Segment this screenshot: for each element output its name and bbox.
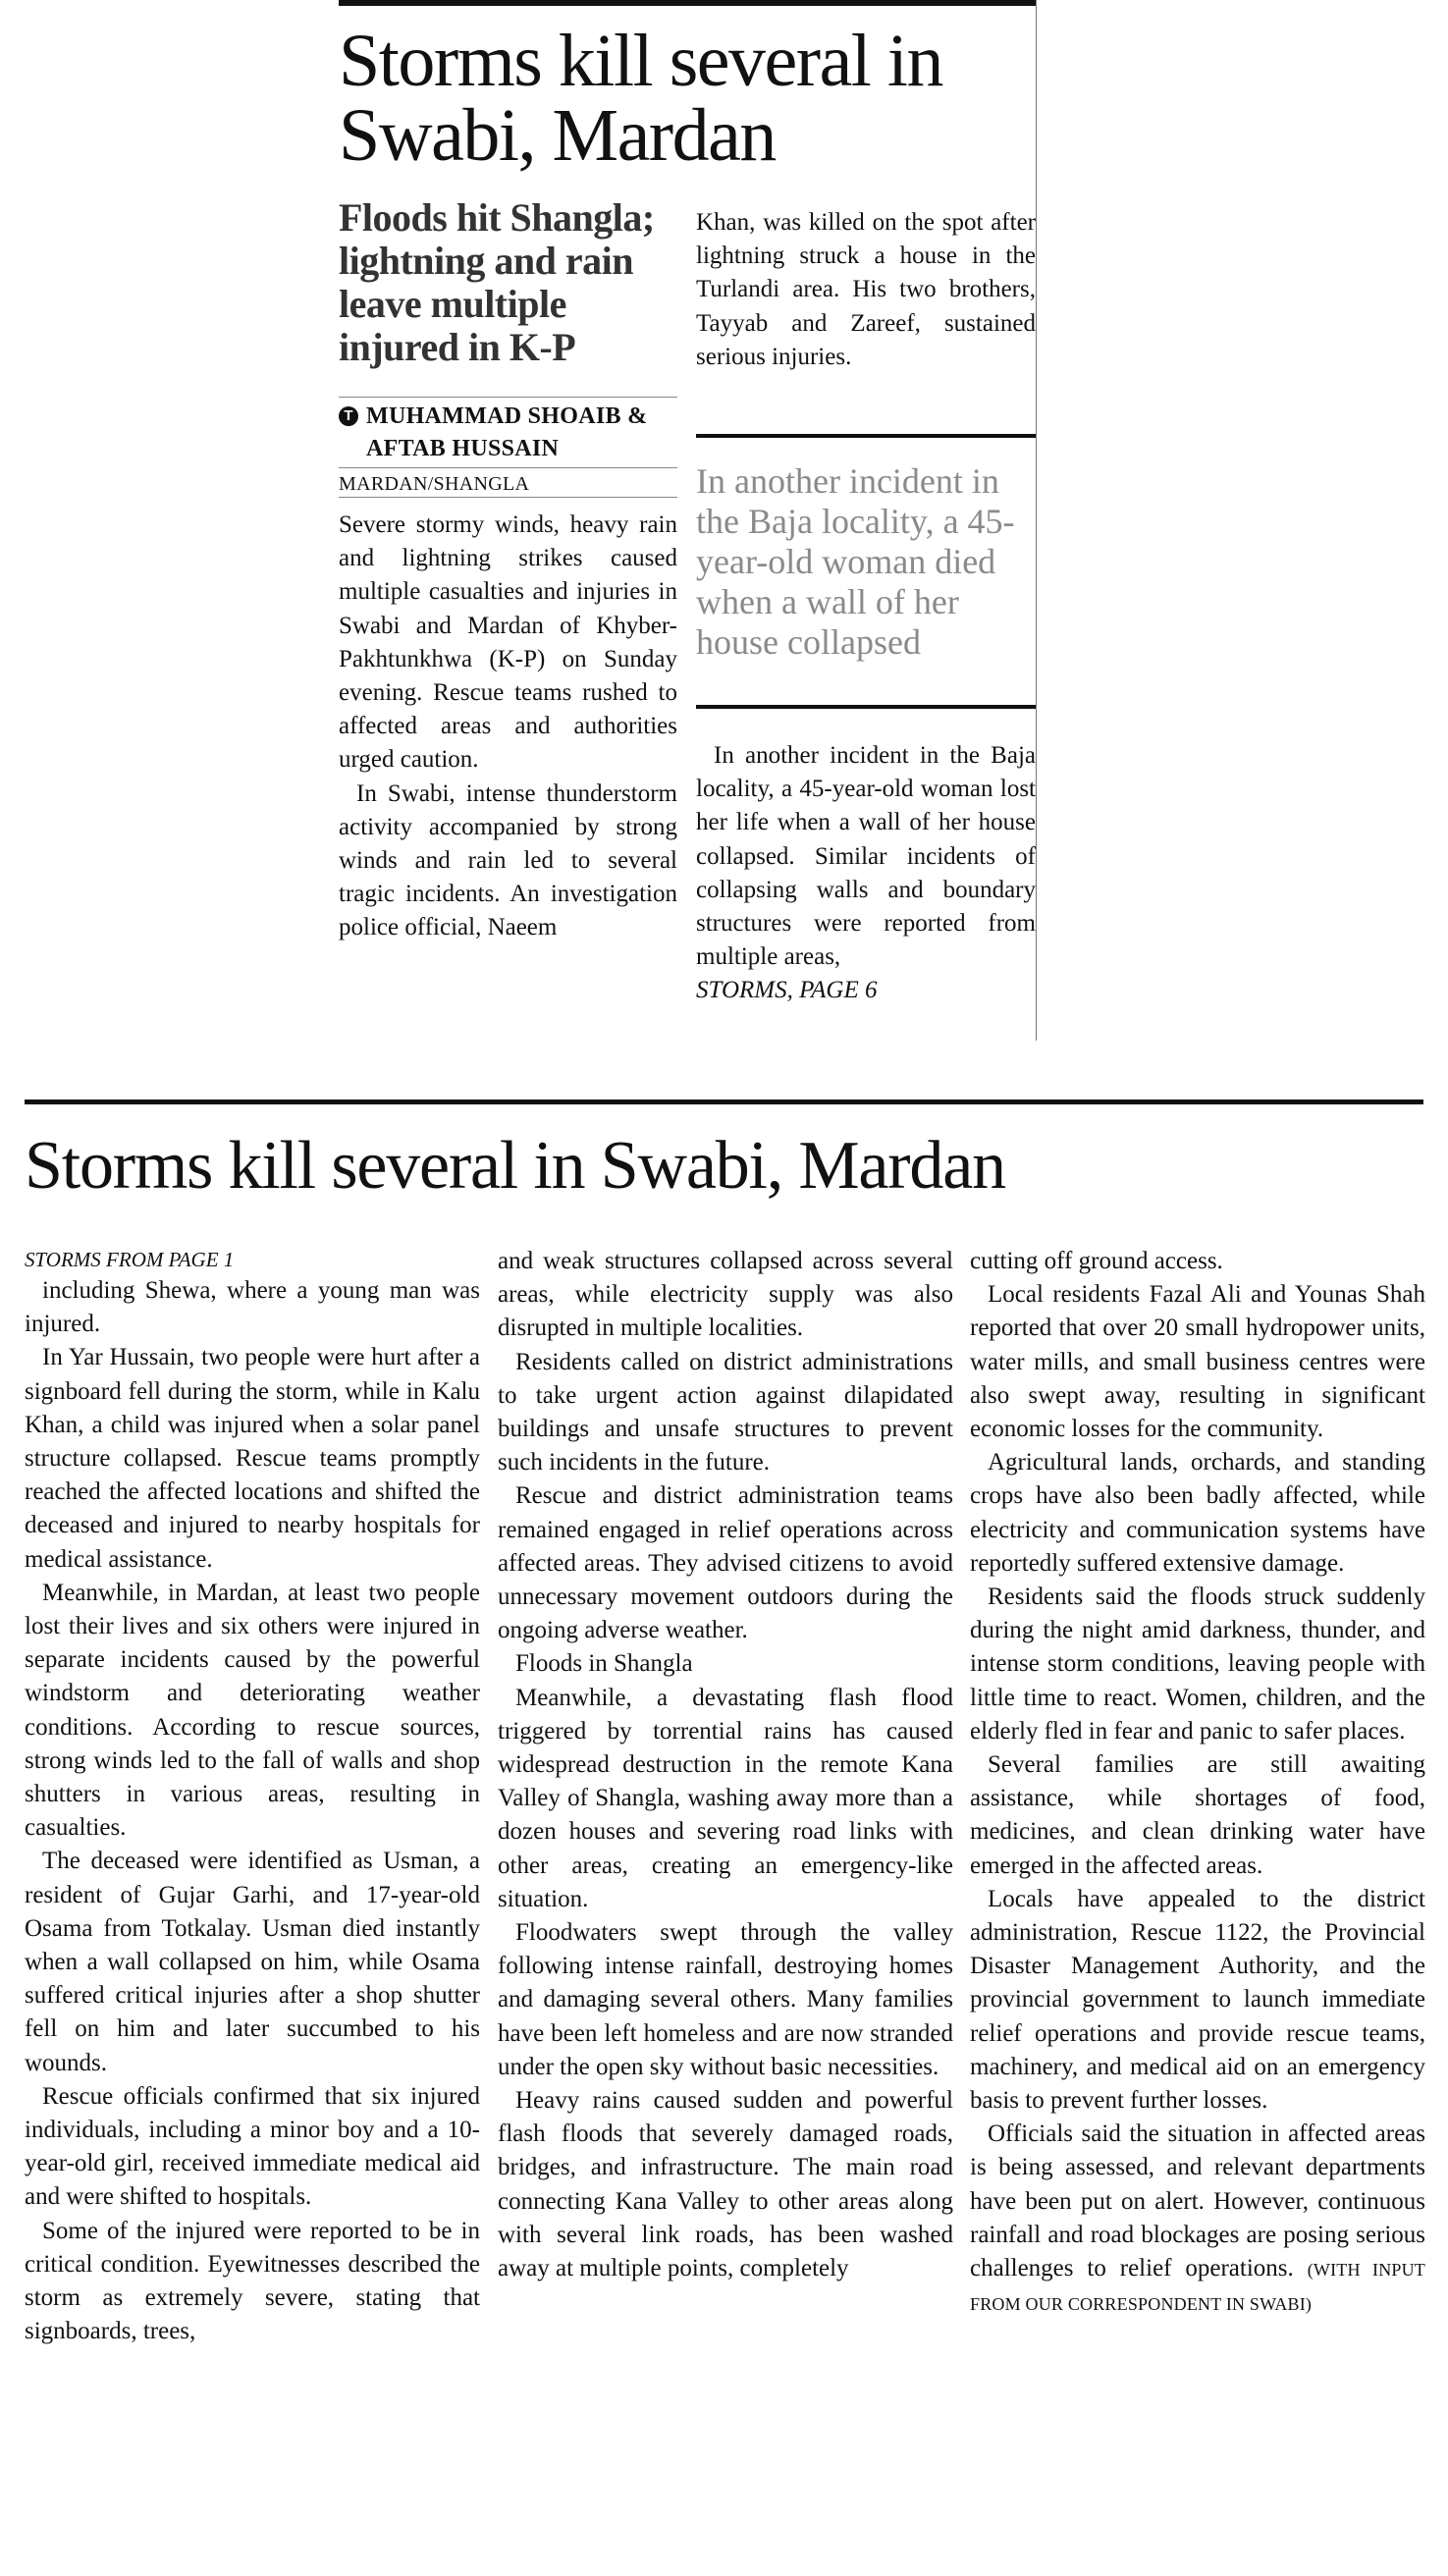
top-rule [339, 0, 1036, 6]
paragraph-text: Officials said the situation in affected areas is being assessed, and relevant departments have been put on alert. However, continuous rainfall and road blockages are posing serious challenges to relief operations. [970, 2120, 1425, 2282]
paragraph: Khan, was killed on the spot after lightning struck a house in the Turlandi area. His two brothers, Tayyab and Zareef, sustained serious injuries. [696, 209, 1036, 370]
paragraph: Meanwhile, a devastating flash flood triggered by torrential rains has caused widespread destruction in the remote Kana Valley of Shangla, washing away more than a dozen houses and severing road links with other areas, creating an emergency-like situation. [498, 1684, 953, 1912]
continuation-story [25, 1100, 1426, 2576]
paragraph: Residents said the floods struck suddenly during the night amid darkness, thunder, and intense storm conditions, leaving people with little time to react. Women, children, and the elderly fled in fear and panic to safer places. [970, 1583, 1425, 1744]
pull-quote-rule [696, 705, 1036, 709]
subheading: Floods in Shangla [515, 1650, 693, 1678]
body-column-2 [498, 1245, 953, 2285]
credit-line: (WITH INPUT FROM OUR CORRESPONDENT IN SWABI) [970, 2260, 1426, 2315]
pull-quote: In another incident in the Baja locality, a 45-year-old woman died when a wall of her house collapsed [696, 461, 1015, 662]
body-column-right-bottom [696, 739, 1036, 1008]
byline-rule [339, 397, 677, 398]
paragraph: Floodwaters swept through the valley following intense rainfall, destroying homes and damaging several others. Many families have been left homeless and are now stranded under the open sky without basic necessities. [498, 1919, 953, 2080]
paragraph: Rescue and district administration teams remained engaged in relief operations across affected areas. They advised citizens to avoid unnecessary movement outdoors during the ongoing adverse weather. [498, 1482, 953, 1644]
tribune-logo-icon: T [339, 406, 358, 426]
body-column-left [339, 509, 677, 945]
paragraph: In Swabi, intense thunderstorm activity accompanied by strong winds and rain led to several tragic incidents. An investigation police official, Naeem [339, 779, 677, 941]
headline: Storms kill several in Swabi, Mardan [339, 20, 943, 177]
paragraph: The deceased were identified as Usman, a resident of Gujar Garhi, and 17-year-old Osama from Totkalay. Usman died instantly when a wall collapsed on him, while Osama suffered critical injuries after a shop shutter fell on him and later succumbed to his wounds. [25, 1848, 480, 2076]
byline: MUHAMMAD SHOAIB & AFTAB HUSSAIN [366, 403, 648, 461]
paragraph: Locals have appealed to the district administration, Rescue 1122, the Provincial Disaster Management Authority, and the provincial government to launch immediate relief operations and provide rescue teams, machinery, and medical aid on an emergency basis to prevent further losses. [970, 1885, 1425, 2115]
column-divider [1036, 0, 1037, 1041]
paragraph [970, 2118, 1425, 2321]
headline: Storms kill several in Swabi, Mardan [25, 1128, 1005, 1204]
body-column-1 [25, 1245, 480, 2349]
paragraph: Rescue officials confirmed that six injured individuals, including a minor boy and a 10-year-old girl, received immediate medical aid and were shifted to hospitals. [25, 2082, 480, 2211]
jump-line: STORMS, PAGE 6 [696, 977, 878, 1004]
body-column-right-top [696, 206, 1036, 374]
front-page-story [339, 0, 1036, 1041]
paragraph: Agricultural lands, orchards, and standing crops have also been badly affected, while electricity and communication systems have reportedly suffered extensive damage. [970, 1449, 1425, 1577]
paragraph: and weak structures collapsed across several areas, while electricity supply was also disrupted in multiple localities. [498, 1248, 953, 1342]
dateline: MARDAN/SHANGLA [339, 473, 530, 495]
paragraph: Heavy rains caused sudden and powerful flash floods that severely damaged roads, bridges, and infrastructure. The main road connecting Kana Valley to other areas along with several link roads, has been washed away at multiple points, completely [498, 2087, 953, 2282]
paragraph: Meanwhile, in Mardan, at least two people lost their lives and six others were injured in separate incidents caused by the powerful windstorm and deteriorating weather conditions. According to rescue sources, strong winds led to the fall of walls and shop shutters in various areas, resulting in casualties. [25, 1579, 480, 1842]
paragraph: Some of the injured were reported to be in critical condition. Eyewitnesses described the storm as extremely severe, stating that signboards, trees, [25, 2217, 480, 2345]
paragraph: In another incident in the Baja locality, a 45-year-old woman lost her life when a wall of her house collapsed. Similar incidents of collapsing walls and boundary structures were reported from multiple areas, [696, 742, 1036, 971]
paragraph: Local residents Fazal Ali and Younas Shah reported that over 20 small hydropower units, water mills, and small business centres were also swept away, resulting in significant economic losses for the community. [970, 1281, 1425, 1443]
body-column-3 [970, 1245, 1425, 2322]
byline-rule [339, 467, 677, 468]
deck-subheadline: Floods hit Shangla; lightning and rain leave multiple injured in K-P [339, 195, 655, 369]
paragraph: including Shewa, where a young man was injured. [25, 1277, 480, 1338]
paragraph: Residents called on district administrations to take urgent action against dilapidated buildings and unsafe structures to prevent such incidents in the future. [498, 1348, 953, 1476]
paragraph: Severe stormy winds, heavy rain and lightning strikes caused multiple casualties and injuries in Swabi and Mardan of Khyber-Pakhtunkhwa (K-P) on Sunday evening. Rescue teams rushed to affected areas and authorities urged caution. [339, 511, 677, 774]
pull-quote-rule [696, 434, 1036, 438]
jump-from-label: STORMS FROM PAGE 1 [25, 1248, 235, 1271]
paragraph: Several families are still awaiting assistance, while shortages of food, medicines, and clean drinking water have emerged in the affected areas. [970, 1751, 1425, 1879]
paragraph: cutting off ground access. [970, 1248, 1223, 1274]
paragraph: In Yar Hussain, two people were hurt after a signboard fell during the storm, while in Kalu Khan, a child was injured when a solar panel structure collapsed. Rescue teams promptly reached the affected locations and shifted the deceased and injured to nearby hospitals for medical assistance. [25, 1344, 480, 1573]
top-rule [25, 1100, 1423, 1104]
byline-rule [339, 497, 677, 498]
